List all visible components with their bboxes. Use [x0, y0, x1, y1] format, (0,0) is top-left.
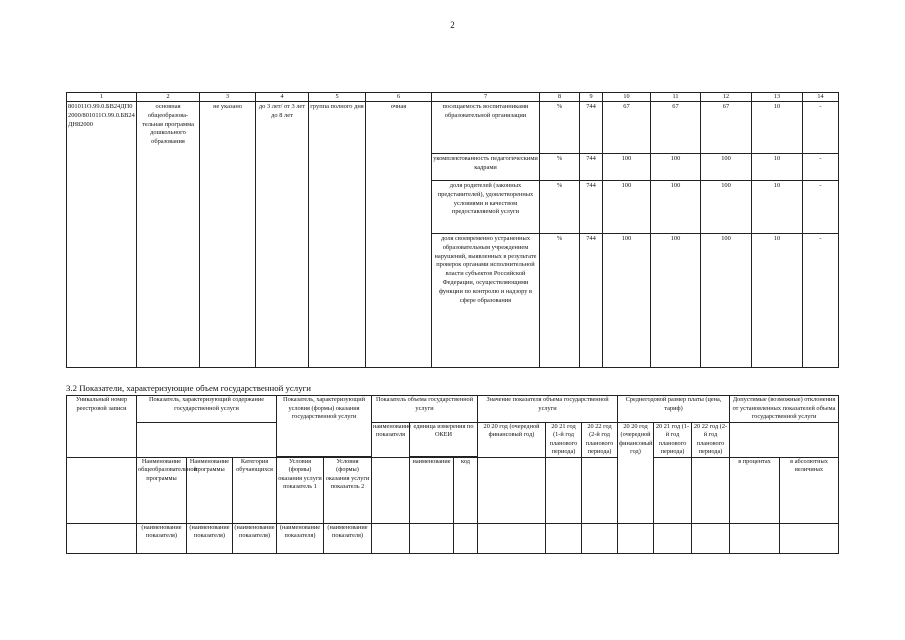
value-year2: 67: [651, 102, 701, 154]
indicator-name: доля своевременно устраненных образовательным учреждением нарушений, выявленных в результате проверок органами исполнительной власти субъектов Российской Федерации, осуществляющими функции по контролю и надзору в сфере образования: [432, 234, 540, 368]
header-row: [67, 523, 839, 553]
header-price-year2: 20 21 год (1-й год планового периода): [654, 422, 692, 457]
okei-code: 744: [580, 102, 603, 154]
unit: %: [540, 102, 580, 154]
value-year1: 100: [603, 234, 651, 368]
sub-label: (наименование показателя): [137, 523, 187, 553]
header-price-year1: 20 20 год (очередной финансовый год): [618, 422, 654, 523]
header-conditions-indicator: Показатель, характеризующий условия (формы) оказания государственной услуги: [277, 396, 372, 457]
col-number: 8: [540, 93, 580, 102]
col-number: 10: [603, 93, 651, 102]
col-number: 6: [366, 93, 432, 102]
value-year1: 67: [603, 102, 651, 154]
header-unique-number: Уникальный номер реестровой записи: [67, 396, 137, 458]
value-year2: 100: [651, 234, 701, 368]
quality-indicators-table: [66, 92, 839, 368]
header-value-year2: 20 21 год (1-й год планового периода): [546, 422, 582, 457]
col-number: 3: [200, 93, 256, 102]
col-number: 13: [752, 93, 803, 102]
indicator-name: доля родителей (законных представителей), удовлетворенных условиями и качеством предоставляемой услуги: [432, 181, 540, 234]
unique-code: 801011О.99.0.БВ24ДП02000/801011О.99.0.БВ24ДН82000: [67, 102, 137, 368]
sub-label: (наименование показателя): [324, 523, 372, 553]
header-row: [67, 422, 839, 456]
deviation-absolute: -: [803, 102, 839, 154]
sub-label: (наименование показателя): [187, 523, 233, 553]
unit: %: [540, 154, 580, 181]
header-absolute: в абсолютных величинах: [780, 457, 839, 523]
value-year3: 67: [701, 102, 752, 154]
header-form-indicator-2: Условия (формы) оказания услуги показатель 2: [324, 457, 372, 523]
header-category: Категория обучающихся: [233, 457, 277, 523]
sub-label: (наименование показателя): [277, 523, 324, 553]
deviation-absolute: -: [803, 154, 839, 181]
value-year1: 100: [603, 181, 651, 234]
volume-indicators-table: [66, 395, 839, 554]
page-number: 2: [450, 20, 455, 30]
okei-code: 744: [580, 154, 603, 181]
header-row: [67, 457, 839, 523]
col-number: 7: [432, 93, 540, 102]
header-program: Наименование программы: [187, 457, 233, 523]
col-number: 2: [137, 93, 200, 102]
header-value-year1: 20 20 год (очередной финансовый год): [478, 422, 546, 457]
value-year2: 100: [651, 181, 701, 234]
unit: %: [540, 181, 580, 234]
header-volume-values: Значение показателя объема государственной услуги: [478, 396, 618, 423]
deviation-percent: 10: [752, 234, 803, 368]
header-allowed-deviation: Допустимые (возможные) отклонения от установленных показателей объема государственной услуги: [730, 396, 839, 423]
unit: %: [540, 234, 580, 368]
deviation-absolute: -: [803, 234, 839, 368]
col-number: 14: [803, 93, 839, 102]
deviation-percent: 10: [752, 102, 803, 154]
header-row: [67, 396, 839, 423]
table-row: [67, 102, 839, 154]
deviation-absolute: -: [803, 181, 839, 234]
col-number: 1: [67, 93, 137, 102]
header-form-indicator-1: Условия (формы) оказания услуги показатель 1: [277, 457, 324, 523]
form: очная: [366, 102, 432, 368]
group-type: группа полного дня: [309, 102, 366, 368]
header-volume-name: наименование показателя: [372, 422, 410, 457]
header-volume-indicator: Показатель объема государственной услуги: [372, 396, 478, 423]
value-year1: 100: [603, 154, 651, 181]
col-number: 9: [580, 93, 603, 102]
okei-code: 744: [580, 234, 603, 368]
indicator-name: посещаемость воспитанниками образовательной организации: [432, 102, 540, 154]
col-number: 4: [256, 93, 309, 102]
header-value-year3: 20 22 год (2-й год планового периода): [582, 422, 618, 457]
deviation-percent: 10: [752, 154, 803, 181]
sub-label: (наименование показателя): [233, 523, 277, 553]
deviation-percent: 10: [752, 181, 803, 234]
header-unit-code: код: [454, 457, 478, 523]
header-unit-name: наименование: [410, 457, 454, 523]
col-number: 5: [309, 93, 366, 102]
header-content-indicator: Показатель, характеризующий содержание государственной услуги: [137, 396, 277, 423]
header-program-name: Наименование общеобразовательной программы: [137, 457, 187, 523]
program-name: основная общеобразова-тельная программа дошкольного образования: [137, 102, 200, 368]
section-title: 3.2 Показатели, характеризующие объем государственной услуги: [66, 383, 311, 393]
header-average-price: Среднегодовой размер платы (цена, тариф): [618, 396, 730, 423]
category: не указано: [200, 102, 256, 368]
col-number: 12: [701, 93, 752, 102]
value-year3: 100: [701, 154, 752, 181]
header-okei-unit: единица измерения по ОКЕИ: [410, 422, 478, 456]
value-year3: 100: [701, 181, 752, 234]
header-percent: в процентах: [730, 457, 780, 523]
age: до 3 лет/ от 3 лет до 8 лет: [256, 102, 309, 368]
value-year3: 100: [701, 234, 752, 368]
value-year2: 100: [651, 154, 701, 181]
column-number-row: [67, 93, 839, 102]
indicator-name: укомплектованность педагогическими кадрами: [432, 154, 540, 181]
header-price-year3: 20 22 год (2-й год планового периода): [692, 422, 730, 457]
okei-code: 744: [580, 181, 603, 234]
col-number: 11: [651, 93, 701, 102]
